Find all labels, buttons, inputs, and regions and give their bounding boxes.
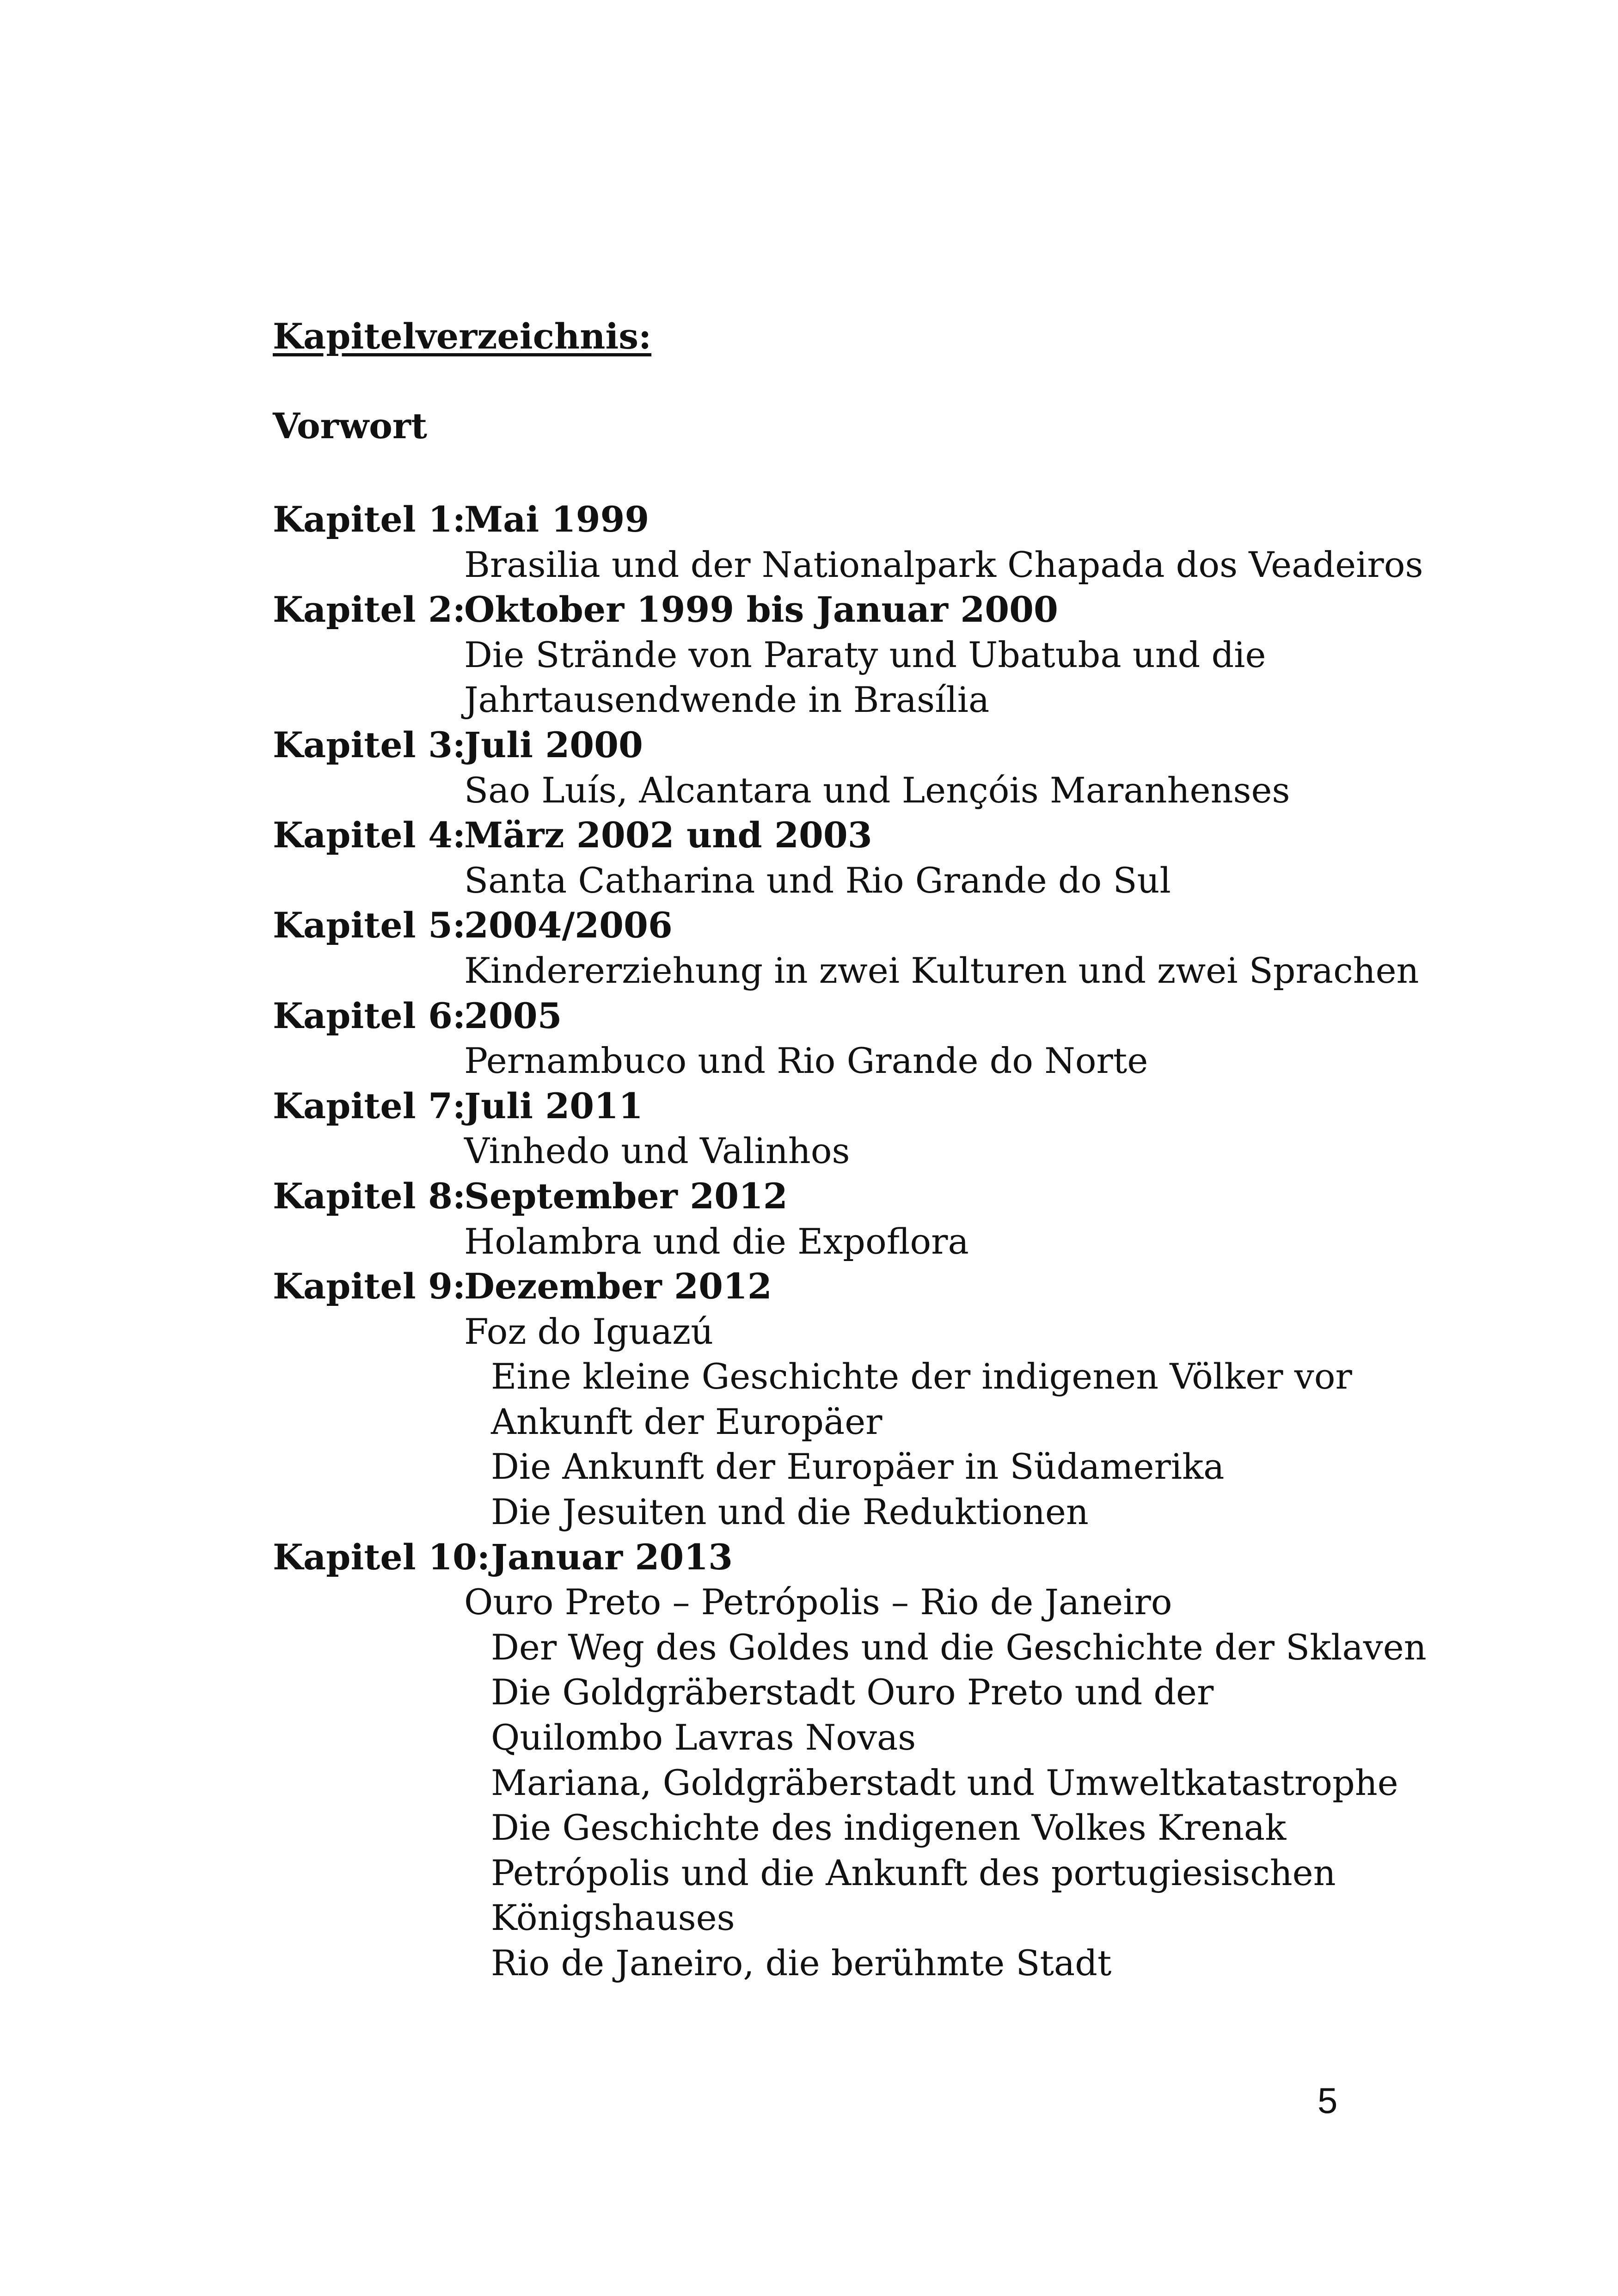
chapter-description: Pernambuco und Rio Grande do Norte — [464, 1040, 1148, 1082]
section-entry: Der Weg des Goldes und die Geschichte der Sklaven — [491, 1626, 1427, 1668]
section-entry: Eine kleine Geschichte der indigenen Völker vor — [491, 1356, 1352, 1397]
chapter-9-subline — [273, 1354, 1410, 1399]
chapter-title: Juli 2000 — [464, 724, 643, 765]
section-entry: Mariana, Goldgräberstadt und Umweltkatastrophe — [491, 1762, 1398, 1803]
chapter-title: 2005 — [464, 995, 562, 1036]
page-number: 5 — [1318, 2080, 1338, 2121]
chapter-description: Holambra und die Expoflora — [464, 1220, 969, 1262]
section-entry: Die Goldgräberstadt Ouro Preto und der — [491, 1671, 1214, 1713]
chapter-description: Die Strände von Paraty und Ubatuba und die — [464, 634, 1266, 675]
toc-heading: Kapitelverzeichnis: — [273, 316, 652, 357]
chapter-title: Januar 2013 — [491, 1536, 733, 1578]
chapter-10-subline — [273, 1625, 1427, 1670]
chapter-title: Mai 1999 — [464, 499, 650, 540]
chapter-title: Oktober 1999 bis Januar 2000 — [464, 589, 1058, 631]
section-entry: Petrópolis und die Ankunft des portugiesischen — [491, 1852, 1336, 1893]
chapter-10-subline — [273, 1850, 1410, 1896]
section-entry: Rio de Janeiro, die berühmte Stadt — [491, 1942, 1112, 1984]
chapter-label: Kapitel 4: — [273, 814, 466, 856]
chapter-10-subline — [273, 1715, 1410, 1760]
chapter-description: Santa Catharina und Rio Grande do Sul — [464, 859, 1171, 901]
chapter-5-line — [273, 948, 1419, 993]
chapter-4-header — [273, 813, 1410, 858]
chapter-description: Brasilia und der Nationalpark Chapada dos Veadeiros — [464, 544, 1423, 585]
chapter-title: September 2012 — [464, 1175, 788, 1217]
chapter-2-line — [273, 632, 1410, 678]
chapter-5-header — [273, 903, 1410, 948]
chapter-10-subline — [273, 1760, 1410, 1806]
chapter-label: Kapitel 1: — [273, 499, 466, 540]
chapter-label: Kapitel 9: — [273, 1266, 466, 1307]
chapter-label: Kapitel 8: — [273, 1175, 466, 1217]
chapter-9-subline — [273, 1489, 1410, 1535]
chapter-2-header — [273, 587, 1410, 632]
chapter-6-line — [273, 1038, 1410, 1084]
chapter-10-subline — [273, 1670, 1410, 1715]
chapter-description: Foz do Iguazú — [464, 1310, 714, 1352]
chapter-10-subline — [273, 1941, 1410, 1986]
chapter-title: Dezember 2012 — [464, 1266, 772, 1307]
chapter-10-subline — [273, 1805, 1410, 1850]
chapter-1-header — [273, 497, 1410, 542]
chapter-8-header — [273, 1174, 1410, 1219]
section-entry: Die Geschichte des indigenen Volkes Krenak — [491, 1807, 1287, 1849]
chapter-label: Kapitel 6: — [273, 995, 466, 1036]
chapter-1-line — [273, 542, 1423, 588]
chapter-10-subline — [273, 1895, 1410, 1941]
section-entry: Königshauses — [491, 1897, 735, 1939]
chapter-3-line — [273, 768, 1410, 813]
section-entry: Quilombo Lavras Novas — [491, 1717, 916, 1758]
chapter-9-subline — [273, 1444, 1410, 1489]
chapter-title: Juli 2011 — [464, 1085, 643, 1127]
chapter-description: Ouro Preto – Petrópolis – Rio de Janeiro — [464, 1581, 1172, 1623]
chapter-label: Kapitel 3: — [273, 724, 466, 765]
chapter-10-line — [273, 1580, 1410, 1625]
chapter-4-line — [273, 858, 1410, 903]
chapter-description: Kindererziehung in zwei Kulturen und zwei Sprachen — [464, 949, 1419, 991]
chapter-9-subline — [273, 1399, 1410, 1445]
chapter-7-header — [273, 1084, 1410, 1129]
chapter-10-header — [273, 1535, 1410, 1580]
chapter-2-line — [273, 677, 1410, 722]
chapter-description: Sao Luís, Alcantara und Lençóis Maranhenses — [464, 769, 1290, 811]
section-entry: Die Jesuiten und die Reduktionen — [491, 1491, 1089, 1533]
section-entry: Die Ankunft der Europäer in Südamerika — [491, 1446, 1225, 1488]
chapter-9-header — [273, 1264, 1410, 1309]
chapter-description: Vinhedo und Valinhos — [464, 1130, 850, 1172]
section-entry: Ankunft der Europäer — [491, 1401, 883, 1442]
chapter-title: 2004/2006 — [464, 905, 673, 946]
table-of-contents — [273, 497, 1427, 1986]
chapter-description: Jahrtausendwende in Brasília — [464, 679, 990, 721]
preface-entry: Vorwort — [273, 405, 427, 447]
chapter-6-header — [273, 993, 1410, 1039]
chapter-7-line — [273, 1128, 1410, 1174]
chapter-label: Kapitel 7: — [273, 1085, 466, 1127]
chapter-3-header — [273, 722, 1410, 768]
chapter-8-line — [273, 1219, 1410, 1264]
chapter-9-line — [273, 1309, 1410, 1354]
chapter-label: Kapitel 2: — [273, 589, 466, 631]
chapter-label: Kapitel 10: — [273, 1536, 490, 1578]
chapter-title: März 2002 und 2003 — [464, 814, 872, 856]
chapter-label: Kapitel 5: — [273, 905, 466, 946]
